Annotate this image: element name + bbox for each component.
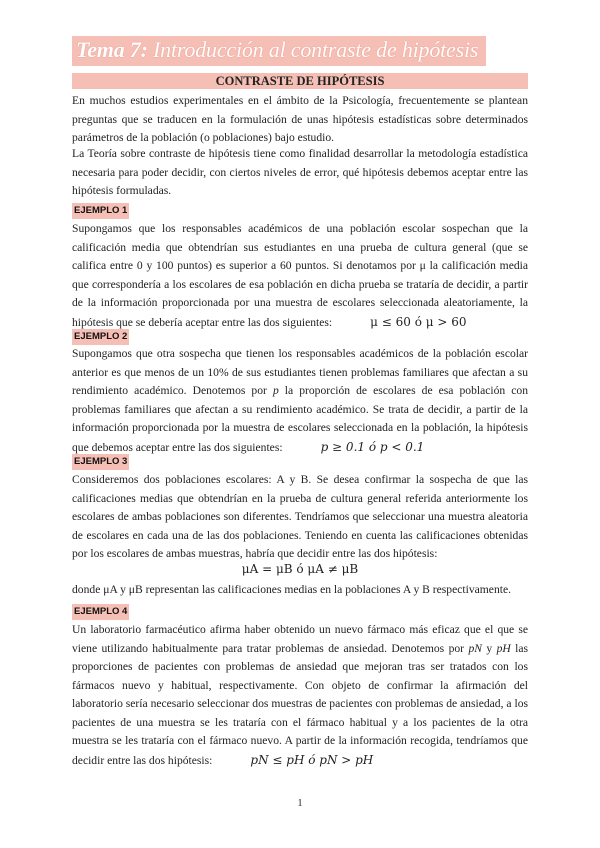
example-4-text	[72, 621, 528, 770]
example-1-text	[72, 220, 528, 332]
example-3-after: donde μA y μB representan las calificaciones medias en la poblaciones A y B respectivamente.	[72, 583, 512, 596]
example-4-formula: pN ≤ pH ó pN > pH	[250, 752, 374, 767]
page-title	[76, 37, 478, 63]
section-heading-bar	[72, 73, 528, 89]
example-4-body-a: Un laboratorio farmacéutico afirma haber obtenido un nuevo fármaco más eficaz que el que se viene utilizando habitualmente para tratar problemas de ansiedad. Denotemos por	[72, 623, 528, 655]
example-2-var: p	[272, 384, 279, 397]
example-2-label: EJEMPLO 2	[72, 329, 129, 345]
intro-paragraph-2: La Teoría sobre contraste de hipótesis tiene como finalidad desarrollar la metodología estadística necesaria para poder decidir, con ciertos niveles de error, qué hipótesis debemos aceptar entre las hipótesis formuladas.	[72, 147, 528, 197]
example-4-label: EJEMPLO 4	[72, 604, 129, 620]
example-3-label: EJEMPLO 3	[72, 454, 129, 470]
example-2-body-b: la proporción de escolares de esa población con problemas familiares que afectan a su rendimiento académico. Se trata de decidir, a partir de la información proporcionada por la muestra de escolares seleccionada en la población, la hipótesis que debemos aceptar entre las dos siguientes:	[72, 384, 528, 454]
example-3-text: Consideremos dos poblaciones escolares: A y B. Se desea confirmar la sospecha de que las calificaciones medias que obtendrían en la prueba de cultura general referida anteriormente los escolares de ambas poblaciones son diferentes. Tendríamos que seleccionar una muestra aleatoria de escolares en cada una de las dos poblaciones. Teniendo en cuenta las calificaciones obtenidas por los escolares de ambas muestras, habría que decidir entre las dos hipótesis:	[72, 473, 528, 560]
example-4-var-1: pN	[468, 641, 482, 655]
intro-paragraph-1: En muchos estudios experimentales en el ámbito de la Psicología, frecuentemente se plantean preguntas que se traducen en la formulación de unas hipótesis estadísticas sobre determinados parámetros de la población (o poblaciones) bajo estudio.	[72, 94, 528, 144]
section-heading: CONTRASTE DE HIPÓTESIS	[215, 74, 385, 88]
example-4-body-b: las proporciones de pacientes con problemas de ansiedad que mejoran tras ser tratados con los fármacos nuevo y habitual, respectivamente. Con objeto de confirmar la afirmación del laboratorio sería necesario seleccionar dos muestras de pacientes con problemas de ansiedad, a los pacientes de una muestra se les trataría con el fármaco habitual y a los pacientes de la otra muestra se les trataría con el fármaco nuevo. A partir de la información recogida, tendríamos que decidir entre las dos hipótesis:	[72, 641, 529, 767]
example-3-formula: μA = μB ó μA ≠ μB	[241, 562, 359, 576]
example-2-body-a: Supongamos que otra sospecha que tienen los responsables académicos de la población escolar anterior es que menos de un 10% de sus estudiantes tienen problemas familiares que afectan a su rendimiento académico. Denotemos por	[72, 347, 528, 397]
example-2-formula: p ≥ 0.1 ó p < 0.1	[320, 439, 425, 454]
page-number: 1	[297, 797, 303, 809]
example-4-var-2: pH	[496, 641, 511, 655]
example-1-formula: μ ≤ 60 ó μ > 60	[370, 314, 467, 329]
example-1-body: Supongamos que los responsables académicos de una población escolar sospechan que la calificación media que obtendrían sus estudiantes en una prueba de cultura general (que se califica entre 0 y 100 puntos) es superior a 60 puntos. Si denotamos por μ la calificación media que correspondería a los escolares de esa población en dicha prueba se trataría de decidir, a partir de la información proporcionada por una muestra de escolares seleccionada aleatoriamente, la hipótesis que se debería aceptar entre las dos siguientes:	[72, 222, 528, 329]
example-1-label: EJEMPLO 1	[72, 203, 129, 219]
title-banner	[72, 36, 486, 66]
title-prefix: Tema 7:	[76, 37, 148, 62]
example-2-text	[72, 345, 528, 457]
title-main: Introducción al contraste de hipótesis	[153, 37, 479, 62]
example-4-body-mid: y	[481, 641, 497, 655]
